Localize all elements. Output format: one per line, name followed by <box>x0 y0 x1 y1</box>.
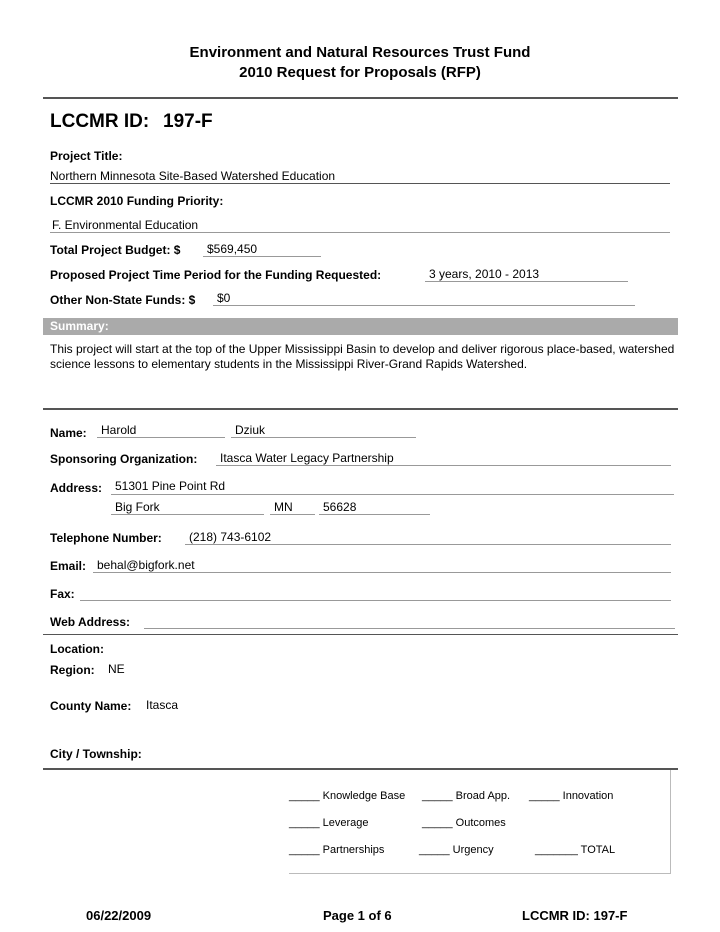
document-subtitle: 2010 Request for Proposals (RFP) <box>239 64 481 81</box>
document-title: Environment and Natural Resources Trust Fund <box>189 44 531 61</box>
scoring-box-bottom-border <box>289 873 671 874</box>
city-value: Big Fork <box>115 500 160 514</box>
fax-label: Fax: <box>50 587 75 601</box>
region-label: Region: <box>50 663 95 677</box>
project-title-underline <box>50 183 670 184</box>
street-underline <box>111 494 674 495</box>
time-period-underline <box>425 281 628 282</box>
street-value: 51301 Pine Point Rd <box>115 479 226 493</box>
last-name-underline <box>231 437 416 438</box>
lccmr-id-label: LCCMR ID: <box>50 111 150 132</box>
project-title-label: Project Title: <box>50 149 123 163</box>
email-value: behal@bigfork.net <box>97 558 195 572</box>
email-underline <box>93 572 671 573</box>
project-title-value: Northern Minnesota Site-Based Watershed Education <box>50 169 336 183</box>
address-label: Address: <box>50 481 103 495</box>
time-period-label: Proposed Project Time Period for the Funding Requested: <box>50 268 382 282</box>
funding-priority-underline <box>50 232 670 233</box>
last-name-value: Dziuk <box>235 423 266 437</box>
fax-underline <box>80 600 671 601</box>
score-innovation: _____ Innovation <box>529 790 614 802</box>
score-knowledge-base: _____ Knowledge Base <box>289 790 406 802</box>
zip-value: 56628 <box>323 500 357 514</box>
score-outcomes: _____ Outcomes <box>422 817 506 829</box>
summary-text: This project will start at the top of the Upper Mississippi Basin to develop and deliver rigorous place-based, watershed science lessons to elementary students in the Mississippi River-Grand Rapids Watershed. <box>50 342 675 371</box>
location-divider <box>43 768 678 770</box>
non-state-funds-underline <box>213 305 635 306</box>
name-label: Name: <box>50 426 87 440</box>
non-state-funds-value: $0 <box>217 291 231 305</box>
summary-label: Summary: <box>50 319 109 333</box>
footer-page-number: Page 1 of 6 <box>323 908 392 923</box>
lccmr-id-value: 197-F <box>163 111 213 132</box>
score-broad-app: _____ Broad App. <box>422 790 511 802</box>
score-urgency: _____ Urgency <box>419 844 494 856</box>
footer-date: 06/22/2009 <box>86 908 152 923</box>
summary-divider <box>43 408 678 410</box>
state-value: MN <box>274 500 293 514</box>
score-partnerships: _____ Partnerships <box>289 844 385 856</box>
region-value: NE <box>108 662 125 676</box>
contact-divider <box>43 634 678 635</box>
web-address-label: Web Address: <box>50 615 131 629</box>
scoring-box-right-border <box>670 770 671 874</box>
county-name-value: Itasca <box>146 698 179 712</box>
budget-underline <box>203 256 321 257</box>
sponsoring-org-value: Itasca Water Legacy Partnership <box>220 451 394 465</box>
non-state-funds-label: Other Non-State Funds: $ <box>50 293 196 307</box>
score-leverage: _____ Leverage <box>289 817 369 829</box>
zip-underline <box>319 514 430 515</box>
email-label: Email: <box>50 559 87 573</box>
funding-priority-label: LCCMR 2010 Funding Priority: <box>50 194 224 208</box>
funding-priority-value: F. Environmental Education <box>52 218 199 232</box>
telephone-value: (218) 743-6102 <box>189 530 272 544</box>
budget-value: $569,450 <box>207 242 258 256</box>
county-name-label: County Name: <box>50 699 132 713</box>
telephone-label: Telephone Number: <box>50 531 162 545</box>
budget-label: Total Project Budget: $ <box>50 243 181 257</box>
city-underline <box>111 514 264 515</box>
location-label: Location: <box>50 642 104 656</box>
score-total: _______ TOTAL <box>535 844 616 856</box>
first-name-underline <box>97 437 225 438</box>
sponsoring-org-underline <box>216 465 671 466</box>
first-name-value: Harold <box>101 423 137 437</box>
header-divider <box>43 97 678 99</box>
web-address-underline <box>144 628 675 629</box>
state-underline <box>270 514 315 515</box>
telephone-underline <box>185 544 671 545</box>
time-period-value: 3 years, 2010 - 2013 <box>429 267 540 281</box>
city-township-label: City / Township: <box>50 747 142 761</box>
summary-header-bar <box>43 318 678 335</box>
footer-lccmr-id: LCCMR ID: 197-F <box>522 908 628 923</box>
sponsoring-org-label: Sponsoring Organization: <box>50 452 198 466</box>
